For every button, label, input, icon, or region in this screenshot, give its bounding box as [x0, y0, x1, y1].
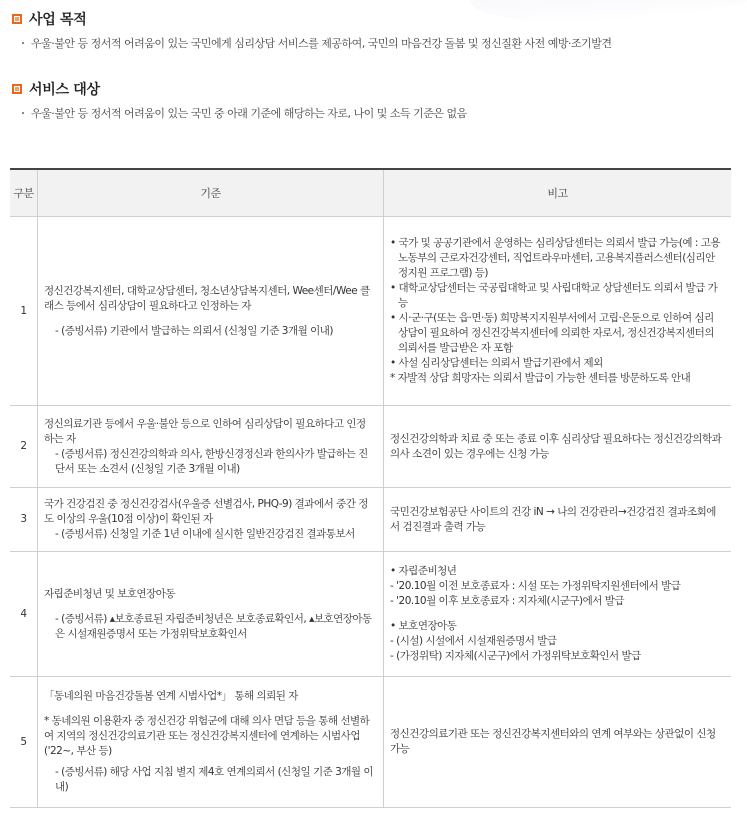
note-subitem: - '20.10월 이전 보호종료자 : 시설 또는 가정위탁지원센터에서 발급 — [390, 580, 681, 592]
row-notes — [384, 217, 732, 406]
header-notes: 비고 — [384, 169, 732, 217]
table-row — [10, 217, 731, 406]
note-item: • 시·군·구(또는 읍·면·동) 희망복지지원부서에서 고립·은둔으로 인하여 심리상담이 필요하여 정신건강복지센터에 의뢰한 자로서, 정신건강복지센터의 의뢰서를 발급받은 자 포함 — [390, 312, 714, 354]
note-subitem: - (가정위탁) 지자체(시군구)에서 가정위탁보호확인서 발급 — [390, 650, 641, 662]
table-row — [10, 677, 731, 808]
criteria-footnote: * 동네의원 이용환자 중 정신건강 위험군에 대해 의사 면담 등을 통해 선별하여 지역의 정신건강의료기관 또는 정신건강복지센터에 연계하는 시범사업('22~, 부산 등) — [44, 715, 370, 757]
row-number: 4 — [10, 552, 38, 677]
section-target — [10, 79, 737, 121]
header-num: 구분 — [10, 169, 38, 217]
orange-square-icon — [12, 14, 22, 24]
criteria-evidence: - (증빙서류) 신청일 기준 1년 이내에 실시한 일반건강검진 결과통보서 — [55, 528, 355, 540]
bullet-dot-icon — [22, 112, 24, 114]
note-item: 국민건강보험공단 사이트의 건강 iN → 나의 건강관리→건강검진 결과조회에서 검진결과 출력 가능 — [390, 505, 716, 533]
section-target-title — [10, 79, 737, 99]
row-notes — [384, 552, 732, 677]
criteria-evidence: - (증빙서류) ▴보호종료된 자립준비청년은 보호종료확인서, ▴보호연장아동은 시설재원증명서 또는 가정위탁보호확인서 — [55, 612, 372, 640]
section-purpose-text: 우울·불안 등 정서적 어려움이 있는 국민에게 심리상담 서비스를 제공하여, 국민의 마음건강 돌봄 및 정신질환 사전 예방·조기발견 — [31, 37, 612, 50]
note-item: • 보호연장아동 — [390, 620, 457, 632]
criteria-text: 「동네의원 마음건강돌봄 연계 시범사업*」 통해 의뢰된 자 — [44, 690, 298, 702]
note-subitem: - (시설) 시설에서 시설재원증명서 발급 — [390, 635, 557, 647]
note-item: 정신건강의학과 치료 중 또는 종료 이후 심리상담 필요하다는 정신건강의학과 의사 소견이 있는 경우에는 신청 가능 — [390, 432, 722, 460]
section-purpose-heading: 사업 목적 — [29, 12, 87, 28]
criteria-evidence: - (증빙서류) 정신건강의학과 의사, 한방신경정신과 한의사가 발급하는 진단서 또는 소견서 (신청일 기준 3개월 이내) — [55, 447, 368, 475]
row-number: 5 — [10, 677, 38, 808]
note-subitem: - '20.10월 이후 보호종료자 : 지자체(시군구)에서 발급 — [390, 595, 625, 607]
section-target-line — [10, 105, 737, 121]
section-purpose — [10, 9, 737, 51]
section-purpose-title — [10, 9, 737, 29]
criteria-text: 정신건강복지센터, 대학교상담센터, 청소년상담복지센터, Wee센터/Wee 클래스 등에서 심리상담이 필요하다고 인정하는 자 — [44, 284, 370, 312]
orange-square-icon — [12, 84, 22, 94]
criteria-text: 자립준비청년 및 보호연장아동 — [44, 587, 176, 600]
criteria-table — [10, 168, 731, 808]
criteria-evidence: - (증빙서류) 기관에서 발급하는 의뢰서 (신청일 기준 3개월 이내) — [55, 324, 333, 337]
criteria-text: 국가 건강검진 중 정신건강검사(우울증 선별검사, PHQ-9) 결과에서 중간 정도 이상의 우울(10점 이상)이 확인된 자 — [44, 498, 368, 525]
bullet-dot-icon — [22, 42, 24, 44]
note-item: • 사설 심리상담센터는 의뢰서 발급기관에서 제외 — [390, 357, 603, 369]
table-row — [10, 488, 731, 552]
note-item: * 자발적 상담 희망자는 의뢰서 발급이 가능한 센터를 방문하도록 안내 — [390, 372, 691, 384]
row-number: 2 — [10, 406, 38, 488]
section-target-text: 우울·불안 등 정서적 어려움이 있는 국민 중 아래 기준에 해당하는 자로, 나이 및 소득 기준은 없음 — [31, 107, 467, 120]
criteria-evidence: - (증빙서류) 해당 사업 지침 별지 제4호 연계의뢰서 (신청일 기준 3개월 이내) — [55, 766, 374, 793]
note-item: • 자립준비청년 — [390, 565, 457, 577]
header-criteria: 기준 — [38, 169, 384, 217]
row-criteria — [38, 552, 384, 677]
criteria-text: 정신의료기관 등에서 우울·불안 등으로 인하여 심리상담이 필요하다고 인정하는 자 — [44, 417, 366, 445]
table-header-row — [10, 169, 731, 217]
row-number: 3 — [10, 488, 38, 552]
note-item: • 대학교상담센터는 국공립대학교 및 사립대학교 상담센터도 의뢰서 발급 가능 — [390, 282, 718, 309]
row-notes — [384, 406, 732, 488]
table-row — [10, 552, 731, 677]
row-criteria — [38, 677, 384, 808]
row-notes — [384, 488, 732, 552]
note-item: • 국가 및 공공기관에서 운영하는 심리상담센터는 의뢰서 발급 가능(예 : 고용노동부의 근로자건강센터, 직업트라우마센터, 고용복지플러스센터(심리안정지원 프로그램) 등) — [390, 237, 720, 279]
section-target-heading: 서비스 대상 — [29, 82, 100, 98]
row-notes — [384, 677, 732, 808]
section-purpose-line — [10, 35, 737, 51]
row-criteria — [38, 488, 384, 552]
note-item: 정신건강의료기관 또는 정신건강복지센터와의 연계 여부와는 상관없이 신청 가능 — [390, 728, 716, 755]
row-number: 1 — [10, 217, 38, 406]
row-criteria — [38, 217, 384, 406]
table-row — [10, 406, 731, 488]
row-criteria — [38, 406, 384, 488]
